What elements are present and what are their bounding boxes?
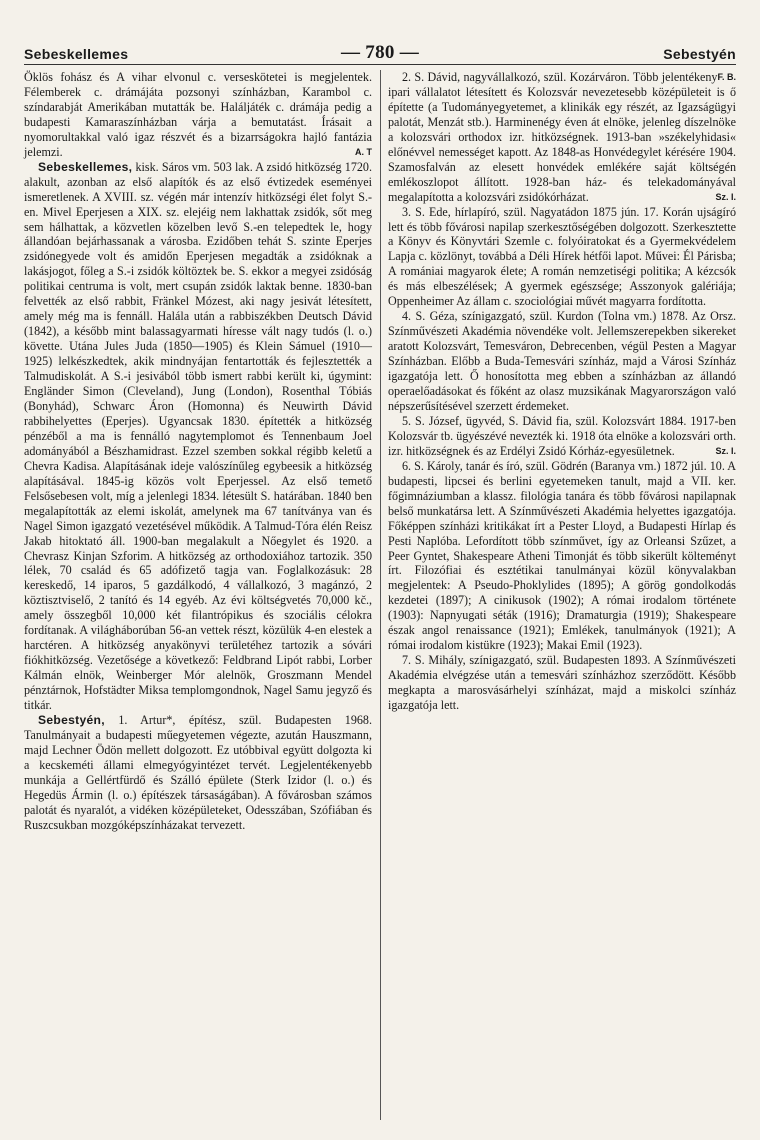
- dictionary-entry: [24, 70, 372, 160]
- dictionary-entry: [24, 160, 372, 713]
- page-number-value: 780: [365, 42, 395, 63]
- entry-text: 4. S. Géza, színigazgató, szül. Kurdon (Tolna vm.) 1878. Az Orsz. Színművészeti Akadémia növendéke volt. Jellemszerepekben sikereket aratott Kolozsvárt, Temesváron, Debrecenben, végül Pesten a Magyar Színházban. Előbb a Buda-Temesvári színház, majd a Városi Színház igazgatója lett. Ő honosította meg ebben a színházban az állandó operaelőadásokat és főként az olasz muzsikának Magyarországon való népszerűsítésével szerzett érdemeket.: [388, 309, 736, 413]
- author-signature: Sz. I.: [715, 445, 736, 456]
- header-rule: [24, 64, 736, 65]
- entry-text: 3. S. Ede, hírlapíró, szül. Nagyatádon 1875 jún. 17. Korán ujságíró lett és több fővárosi napilap szerkesztőségében dolgozott. Szerkesztette a Könyv és Könyvtári Szemle c. folyóiratokat és a Gyermekvédelem Lapja c. közlönyt, továbbá a Déli Hírek hétfői lapot. Művei: Él Párisba; A romániai magyarok élete; A román nemzetiségi politika; A kézcsók és más elbeszélések; A gyermek egészsége; Asszonyok galériája; Oppenheimer Az állam c. szociológiai művét magyarra fordította.: [388, 204, 736, 309]
- entry-text: 1. Artur*, építész, szül. Budapesten 1968. Tanulmányait a budapesti műegyetemen végezte, azután Hauszmann, majd Lechner Ödön mellett dolgozott. Ez utóbbival együtt dolgozta ki a kecskeméti állami elmegyógyintézet tervét. Legjelentékenyebb munkája a Gellértfürdő és Szálló épülete (Sterk Izidor (l. o.) és Hegedüs Ármin (l. o.) építészek társaságában). A fővárosban számos palotát és nyaralót, a vidéken középületeket, Odesszában, Szófiában és Ruszcsukban mozgóképszínházakat tervezett.: [24, 712, 372, 832]
- page-number: — 780 —: [340, 42, 420, 63]
- dictionary-entry: [388, 459, 736, 653]
- entry-text: 5. S. József, ügyvéd, S. Dávid fia, szül. Kolozsvárt 1884. 1917-ben Kolozsvár tb. ügyészévé nevezték ki. 1918 óta elnöke a kolozsvári orth. izr. hitközségnek és az Erdélyi Zsidó Kórház-egyesületnek.: [388, 413, 736, 458]
- dictionary-entry: [388, 414, 736, 459]
- entry-headword: Sebestyén,: [38, 712, 105, 727]
- author-signature: A. T: [355, 146, 372, 157]
- dictionary-entry: [388, 653, 736, 713]
- entry-text: 6. S. Károly, tanár és író, szül. Gödrén (Baranya vm.) 1872 júl. 10. A budapesti, lipcsei és berlini egyetemeken tanult, majd a VII. ker. főgimnáziumban a klassz. filológia tanára és több fővárosi napilapnak belső munkatársa lett. A Színművészeti Akadémia helyettes igazgatója. Főképpen színházi kritikákat írt a Pester Lloyd, a Budapesti Hírlap és Pesti Naplóba. Lefordított több színművet, így az Orleansi Szűzet, a Peer Gyntet, Shakespeare Atheni Timonját és több sikerült költeményt írt. Filozófiai és esztétikai tanulmányai közül könyvalakban megjelentek: A Pseudo-Phoklylides (1895); A görög gondolkodás kezdetei (1897); A cinikusok (1902); A római irodalom története (1903): Napnyugati séták (1916); Dramaturgia (1919); Shakespeare észak angol renaissance (1921); Emlékek, tanulmányok (1921); A római irodalom kistükre (1923); Makai Emil (1923).: [388, 458, 736, 653]
- header-right-keyword: Sebestyén: [663, 46, 736, 62]
- column-divider: [380, 70, 381, 1120]
- entry-text: 7. S. Mihály, színigazgató, szül. Budapesten 1893. A Színművészeti Akadémia elvégzése után a temesvári színházhoz szerződött. Később megkapta a marosvásárhelyi színházat, majd a miskolci színház igazgatója lett.: [388, 653, 736, 713]
- entry-text: Öklös fohász és A vihar elvonul c. verseskötetei is megjelentek. Félemberek c. drámájáta pozsonyi színházban, Karambol c. színdarabját Amerikában mutatták be. Haláljáték c. drámája pedig a budapesti Kamaraszínházban várja a bemutatást. Írásait a nyomorultakkal való igaz részvét és a bizarrságokra hajló fantázia jelemzi.: [24, 70, 372, 159]
- entry-text: kisk. Sáros vm. 503 lak. A zsidó hitközség 1720. alakult, azonban az első alapítók és az első évtizedek eseményei ismeretlenek. A XVIII. sz. végén már intenzív hitközségi élet folyt S.-en. Mivel Eperjesen a XIX. sz. elejéig nem lakhattak zsidók, sőt meg sem hálhattak, a közvetlen közelben levő S.-en telepedtek le, hogy állandóan bejárhassanak a városba. Ezidőben tehát S. szinte Eperjes zsidónegyede volt és amidőn Eperjesen megadták a zsidóknak a lakásjogot, főleg a S.-i zsidók költöztek be. S. ekkor a megyei zsidóság politikai centruma is volt, mert csupán zsidók laktak benne. 1830-ban felvették az első rabbit, Fränkel Mózest, aki nagy jesivát létesített, amely még ma is fennáll. Halála után a rabbiszékben Deutsch Dávid (1842), a később mint balassagyarmati híresse vált nagy tudós (l. o.) követte. Utána Jules Juda (1850—1905) és Klein Sámuel (1910—1925) lelkészkedtek, akik mindnyájan fentartották és fejlesztették a Talmudiskolát. A S.-i jesivából több ismert rabbi került ki, úgymint: Engländer Simon (Cleveland), Jung (London), Rosenthal Tóbiás (Bonyhád), Schwarc Áron (Homonna) és Neuwirth Dávid rabbihelyettes (Eperjes). Ugyancsak 1830. építették a hitközség pénzéből a ma is fennálló nagytemplomot és Tennenbaum Joel adományából a Bészhamidrast. Ezzel szemben sokkal régibb keletű a Chevra Kadisa. Alapításának ideje valószínűleg egybeesik a hitközség alapításával. 1845-ig közös volt Eperjessel. Az első temető Felsősebesen volt, míg a jelenlegi 1834. létesült S. határában. 1840 ben megalapították az elemi iskolát, amelynek ma 67 tanítványa van és Nagel Simon igazgató vezetésével működik. A Talmud-Tóra élén Reisz Jakab hitoktató áll. 1900-ban megalakult a Nőegylet és 1920. a Chevrasz Kinjan Szforim. A hitközség az orthodoxiához tartozik. 350 lélek, 70 család és 65 adófizető tagja van. Foglalkozásuk: 28 kereskedő, 14 iparos, 5 gazdálkodó, 4 vállalkozó, 3 magánzó, 2 köztisztviselő, 2 tanító és 14 egyéb. Az évi költségvetés 70,000 kč., amely összegből 10,000 két filantrópikus és szociális célokra fordítanak. A világháborúban 56-an vettek részt, közülük 4-en elestek a harctéren. A hitközség anyakönyvi területéhez tartozik a sóvári fiókhitközség. Vezetősége a következő: Feldbrand Lipót rabbi, Lorber Kálmán elnök, Weinberger Mór alelnök, Groszmann Mendel pénztárnok, Hofstädter Miksa templomgondnok, Nagel Samu jegyző és titkár.: [24, 159, 372, 713]
- entry-headword: Sebeskellemes,: [38, 159, 133, 174]
- entry-text: 2. S. Dávid, nagyvállalkozó, szül. Kozárváron. Több jelentékeny ipari vállalatot létesített és Kolozsvár nevezetesebb középületeit is ő építette (a Tudományegyetemet, a klinikák egy részét, az Igazságügyi palotát, Menzát stb.). Harminenégy éven át elnöke, jelenleg díszelnöke a kolozsvári orthodox izr. hitközségnek. 1913-ban »székelyhidasi« előnévvel nemességet kapott. Az 1848-as Honvédegylet kérésére 1904. Szamosfalván az elesett honvédek emlékére saját költségén emlékoszlopot állított. 1928-ban ház- és telekadományával megalapította a kolozsvári zsidókórházat.: [388, 70, 736, 204]
- header-left-keyword: Sebeskellemes: [24, 46, 129, 62]
- author-signature: Sz. I.: [715, 191, 736, 202]
- left-column: [24, 70, 372, 833]
- dictionary-entry: [24, 713, 372, 833]
- dictionary-entry: [388, 309, 736, 414]
- right-column: [388, 70, 736, 713]
- dictionary-entry: [388, 205, 736, 310]
- page-header: [24, 44, 736, 66]
- author-signature: F. B.: [717, 72, 736, 82]
- dictionary-entry: [388, 70, 736, 205]
